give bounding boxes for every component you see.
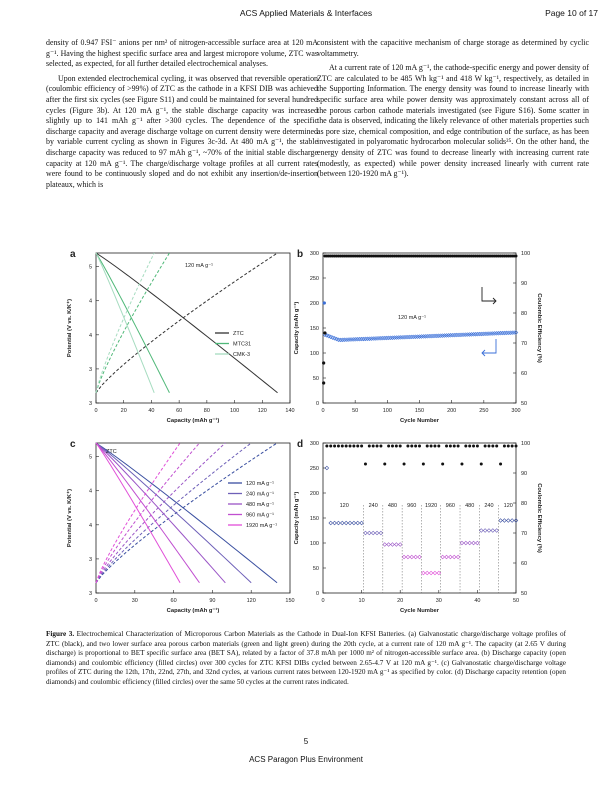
capacity-point xyxy=(402,555,406,559)
y-tick-label: 4 xyxy=(88,488,92,495)
ce-point xyxy=(499,463,502,466)
ce-point xyxy=(364,463,367,466)
page-indicator: Page 10 of 17 xyxy=(545,8,598,18)
ce-point xyxy=(422,463,425,466)
ce-point xyxy=(487,445,490,448)
x-tick-label: 150 xyxy=(414,408,425,414)
early-point xyxy=(322,361,325,364)
y-axis-label: Capacity (mAh g⁻¹) xyxy=(294,491,300,545)
ce-point xyxy=(511,445,514,448)
ce-point xyxy=(391,445,394,448)
ce-point xyxy=(464,445,467,448)
capacity-point xyxy=(499,519,503,523)
segment-rate-label: 960 xyxy=(407,503,417,509)
right-column xyxy=(317,38,589,184)
y2-tick-label: 100 xyxy=(521,441,531,447)
panel-letter: d xyxy=(297,439,304,450)
x-tick-label: 20 xyxy=(397,598,404,604)
x-tick-label: 140 xyxy=(285,408,295,414)
x-tick-label: 120 xyxy=(257,408,267,414)
ce-point xyxy=(480,463,483,466)
capacity-point xyxy=(344,521,348,525)
ce-point xyxy=(352,445,355,448)
capacity-point xyxy=(410,555,414,559)
ce-point xyxy=(515,445,518,448)
ce-point xyxy=(453,445,456,448)
x-tick-label: 120 xyxy=(246,598,256,604)
ce-point xyxy=(476,445,479,448)
capacity-point xyxy=(371,531,375,535)
legend-label: 120 mA g⁻¹ xyxy=(246,481,274,487)
legend-label: 1920 mA g⁻¹ xyxy=(246,523,278,529)
segment-rate-label: 240 xyxy=(368,503,378,509)
capacity-point xyxy=(379,531,383,535)
y-tick-label: 200 xyxy=(309,491,319,497)
x-axis-label: Capacity (mAh g⁻¹) xyxy=(166,608,220,614)
y2-tick-label: 50 xyxy=(521,401,528,407)
capacity-point xyxy=(483,529,487,533)
segment-rate-label: 960 xyxy=(445,503,455,509)
y2-tick-label: 70 xyxy=(521,341,528,347)
ce-point xyxy=(468,445,471,448)
capacity-point xyxy=(510,519,514,523)
ce-point xyxy=(495,445,498,448)
ce-point xyxy=(341,445,344,448)
y-tick-label: 300 xyxy=(309,251,319,257)
discharge-curve xyxy=(96,253,169,393)
annotation: 120 mA g⁻¹ xyxy=(398,315,426,321)
x-tick-label: 0 xyxy=(321,408,325,414)
capacity-point xyxy=(391,543,395,547)
early-point xyxy=(323,331,326,334)
capacity-point xyxy=(387,543,391,547)
ce-point xyxy=(445,445,448,448)
x-tick-label: 0 xyxy=(321,598,325,604)
capacity-point xyxy=(360,521,364,525)
paragraph: Upon extended electrochemical cycling, it was observed that reversible operation (coulombic efficiency of >99%) of ZTC as the cathode in a KFSI DIB was achieved after the first six cycles (see Figure S11) and could be maintained for several hundred cycles (Figure 3b). At 120 mA g⁻¹, the stable discharge capacity was increased slightly up to 141 mAh g⁻¹ after >300 cycles. The dependence of the specific discharge capacity and average discharge voltage on current density were determined by variable current cycling as shown in Figures 3c-3d. At 480 mA g⁻¹, the stable discharge capacity was reduced to 97 mAh g⁻¹, ~70% of the initial stable discharge capacity at 120 mA g⁻¹. The charge/discharge voltage profiles at all current rates were found to be continuously sloped and do not exhibit any insertion/de-insertion plateaux, which is xyxy=(46,73,318,189)
discharge-curve xyxy=(96,443,199,583)
discharge-curve xyxy=(96,443,251,583)
early-point xyxy=(322,381,325,384)
discharge-curve xyxy=(96,443,180,583)
ce-point xyxy=(399,445,402,448)
y2-tick-label: 70 xyxy=(521,531,528,537)
capacity-point xyxy=(503,519,507,523)
ce-point xyxy=(356,445,359,448)
ce-point xyxy=(368,445,371,448)
ce-axis-arrow xyxy=(482,287,496,304)
plot-frame xyxy=(96,253,290,403)
capacity-point xyxy=(356,521,360,525)
ce-point xyxy=(418,445,421,448)
x-axis-label: Cycle Number xyxy=(400,608,439,614)
segment-rate-label: 1920 xyxy=(424,503,438,509)
capacity-point xyxy=(433,571,437,575)
panel-letter: c xyxy=(70,439,76,450)
y-tick-label: 4 xyxy=(88,522,92,529)
caption-text: Electrochemical Characterization of Microporous Carbon Materials as the Cathode in Dual-Ion KFSI Batteries. (a) Galvanostatic charge/discharge voltage profiles of ZTC (black), and two lower surface area porous carbon materials (green and light green) during the 20th cycle, at a current rate of 120 mA g⁻¹. The capacity (at 2.65 V during discharge) is proportional to BET specific surface area (BET SA), related by a factor of 37.8 mAh per 1000 m² of nitrogen-accessible surface area. (b) Discharge capacity (open diamonds) and coulombic efficiency (filled circles) over 300 cycles for ZTC KFSI DIBs cycled between 2.65-4.7 V at 120 mA g⁻¹. (c) Galvanostatic charge/discharge voltage profiles of ZTC during the 12th, 17th, 22nd, 27th, and 32nd cycles, at various current rates between 120-1920 mA g⁻¹ as specified by color. (d) Discharge capacity retention (open diamonds) and coulombic efficiency (filled circles) over the same 50 cycles at the current rates indicated. xyxy=(46,630,566,686)
ce-point xyxy=(406,445,409,448)
y2-tick-label: 90 xyxy=(521,471,528,477)
publisher-footer: ACS Paragon Plus Environment xyxy=(249,755,363,764)
ce-point xyxy=(503,445,506,448)
ce-point xyxy=(437,445,440,448)
ce-point xyxy=(387,445,390,448)
legend-label: 960 mA g⁻¹ xyxy=(246,512,274,519)
segment-rate-label: 480 xyxy=(387,503,398,509)
ce-point xyxy=(349,445,352,448)
ce-point xyxy=(472,445,475,448)
y-axis-label: Potential (V vs. K/K⁺) xyxy=(67,298,73,358)
ce-point xyxy=(507,445,510,448)
ce-point xyxy=(426,445,429,448)
capacity-point xyxy=(468,541,472,545)
x-tick-label: 50 xyxy=(512,598,520,604)
x-tick-label: 40 xyxy=(474,598,481,604)
capacity-point xyxy=(495,529,499,533)
panel-letter: a xyxy=(70,249,76,260)
x-tick-label: 40 xyxy=(148,408,155,414)
panel-letter: b xyxy=(297,249,304,260)
ce-point xyxy=(430,445,433,448)
legend-label: CMK-3 xyxy=(233,352,251,358)
y-axis-label: Potential (V vs. K/K⁺) xyxy=(67,488,73,548)
x-tick-label: 50 xyxy=(352,408,359,414)
capacity-point xyxy=(456,555,460,559)
capacity-point xyxy=(375,531,379,535)
segment-rate-label: 120 xyxy=(503,503,513,509)
ce-point xyxy=(491,445,494,448)
x-tick-label: 10 xyxy=(358,598,365,604)
capacity-point xyxy=(445,555,449,559)
capacity-point xyxy=(460,541,464,545)
ce-point xyxy=(433,445,436,448)
ce-point xyxy=(379,445,382,448)
y2-tick-label: 60 xyxy=(521,371,528,377)
y-tick-label: 0 xyxy=(315,401,319,407)
plot-frame xyxy=(323,253,516,403)
y2-tick-label: 90 xyxy=(521,281,528,287)
y-tick-label: 300 xyxy=(309,441,319,447)
y2-axis-label: Coulombic Efficiency (%) xyxy=(536,483,542,553)
y2-axis-label: Coulombic Efficiency (%) xyxy=(536,293,542,363)
ce-point xyxy=(460,463,463,466)
capacity-point xyxy=(352,521,356,525)
y2-tick-label: 100 xyxy=(521,251,531,257)
legend-label: MTC31 xyxy=(233,341,252,348)
ce-point xyxy=(449,445,452,448)
ce-point xyxy=(337,445,340,448)
y-tick-label: 4 xyxy=(88,332,92,339)
y-tick-label: 50 xyxy=(312,376,319,382)
segment-rate-label: 240 xyxy=(484,503,494,509)
capacity-point xyxy=(398,543,402,547)
capacity-point xyxy=(383,543,387,547)
segment-rate-label: 480 xyxy=(465,503,475,509)
ce-point xyxy=(414,445,417,448)
y2-tick-label: 80 xyxy=(521,501,528,507)
capacity-axis-arrow xyxy=(482,339,496,356)
ce-point xyxy=(376,445,379,448)
capacity-point xyxy=(452,555,456,559)
y-tick-label: 50 xyxy=(312,566,319,572)
x-tick-label: 0 xyxy=(94,408,98,414)
y2-tick-label: 80 xyxy=(521,311,528,317)
segment-rate-label: 120 xyxy=(339,503,349,509)
paragraph: density of 0.947 FSI⁻ anions per nm² of nitrogen-accessible surface area at 120 mA g⁻¹. Having the highest specific surface area and largest micropore volume, ZTC was selected, as expected, for all further detailed electrochemical analyses. xyxy=(46,38,318,69)
capacity-point xyxy=(506,519,510,523)
ce-point xyxy=(333,445,336,448)
discharge-curve xyxy=(96,443,225,583)
x-tick-label: 20 xyxy=(120,408,127,414)
paragraph: At a current rate of 120 mA g⁻¹, the cathode-specific energy and power density of ZTC are calculated to be 485 Wh kg⁻¹ and 418 W kg⁻¹, respectively, as detailed in the Supporting Information. The energy density was found to increase linearly with specific surface area while power density was approximately constant across all of the porous carbon cathode materials investigated (see Figure S16). Some scatter in the data is observed, indicating the likely relevance of other materials properties such as pore size, chemical composition, and edge contribution of the surface, as has been investigated in polyaromatic hydrocarbon molecular solids²⁵. On the other hand, the energy density of ZTC was found to decrease linearly with increasing current rate (modestly, as expected) while power density increased linearly with current rate (between 120-1920 mA g⁻¹). xyxy=(317,63,589,179)
x-tick-label: 30 xyxy=(131,598,138,604)
y-tick-label: 4 xyxy=(88,298,92,305)
y-tick-label: 150 xyxy=(309,516,319,522)
capacity-point xyxy=(418,555,422,559)
annotation: 120 mA g⁻¹ xyxy=(185,263,213,269)
legend-label: ZTC xyxy=(233,331,244,337)
charge-curve xyxy=(96,443,251,583)
x-axis-label: Capacity (mAh g⁻¹) xyxy=(166,418,220,424)
x-tick-label: 300 xyxy=(511,408,521,414)
y2-tick-label: 60 xyxy=(521,561,528,567)
early-point xyxy=(323,301,326,304)
ce-point xyxy=(329,445,332,448)
capacity-point xyxy=(333,521,337,525)
capacity-point xyxy=(449,555,453,559)
ce-point xyxy=(410,445,413,448)
capacity-point xyxy=(437,571,441,575)
ce-point xyxy=(441,463,444,466)
page-number: 5 xyxy=(303,737,309,746)
capacity-point xyxy=(464,541,468,545)
y-tick-label: 250 xyxy=(309,276,319,282)
caption-label: Figure 3. xyxy=(46,630,75,638)
ce-point xyxy=(325,445,328,448)
plot-frame xyxy=(323,443,516,593)
y-tick-label: 250 xyxy=(309,466,319,472)
x-tick-label: 30 xyxy=(435,598,442,604)
capacity-point xyxy=(329,521,333,525)
paragraph: consistent with the capacitive mechanism of charge storage as determined by cyclic voltammetry. xyxy=(317,38,589,58)
y-tick-label: 3 xyxy=(88,401,92,407)
capacity-point xyxy=(441,555,445,559)
x-tick-label: 150 xyxy=(285,598,295,604)
x-tick-label: 90 xyxy=(209,598,216,604)
ce-point xyxy=(403,463,406,466)
capacity-point xyxy=(368,531,372,535)
legend-label: 480 mA g⁻¹ xyxy=(246,502,274,508)
x-tick-label: 60 xyxy=(170,598,177,604)
capacity-point xyxy=(429,571,433,575)
y-axis-label: Capacity (mAh g⁻¹) xyxy=(294,301,300,355)
y-tick-label: 3 xyxy=(88,591,92,597)
annotation: ZTC xyxy=(106,449,117,455)
charge-curve xyxy=(96,253,278,393)
x-tick-label: 60 xyxy=(176,408,183,414)
x-tick-label: 80 xyxy=(203,408,210,414)
figure-3 xyxy=(0,245,612,625)
charge-curve xyxy=(96,443,225,583)
y-tick-label: 5 xyxy=(88,454,92,461)
capacity-point xyxy=(476,541,480,545)
ce-point xyxy=(360,445,363,448)
capacity-point xyxy=(337,521,341,525)
capacity-point xyxy=(341,521,345,525)
capacity-point xyxy=(487,529,491,533)
capacity-point xyxy=(364,531,368,535)
x-tick-label: 100 xyxy=(382,408,392,414)
capacity-point xyxy=(425,571,429,575)
ce-point xyxy=(484,445,487,448)
y-tick-label: 200 xyxy=(309,301,319,307)
capacity-point xyxy=(414,555,418,559)
y-tick-label: 0 xyxy=(315,591,319,597)
capacity-point xyxy=(406,555,410,559)
capacity-point xyxy=(422,571,426,575)
ce-point xyxy=(515,255,518,258)
y2-tick-label: 50 xyxy=(521,591,528,597)
x-tick-label: 0 xyxy=(94,598,98,604)
ce-point xyxy=(345,445,348,448)
ce-point xyxy=(457,445,460,448)
x-axis-label: Cycle Number xyxy=(400,418,439,424)
journal-header: ACS Applied Materials & Interfaces xyxy=(239,8,373,18)
y-tick-label: 100 xyxy=(309,351,319,357)
ce-point xyxy=(383,463,386,466)
left-column xyxy=(46,38,318,194)
capacity-point xyxy=(395,543,399,547)
charge-curve xyxy=(96,443,199,583)
y-tick-label: 100 xyxy=(309,541,319,547)
ce-point xyxy=(395,445,398,448)
capacity-point xyxy=(479,529,483,533)
capacity-point xyxy=(472,541,476,545)
capacity-point xyxy=(491,529,495,533)
legend-label: 240 mA g⁻¹ xyxy=(246,491,274,498)
figure-caption xyxy=(46,630,566,688)
discharge-curve xyxy=(96,253,278,393)
capacity-point xyxy=(348,521,352,525)
ce-point xyxy=(372,445,375,448)
y-tick-label: 3 xyxy=(88,366,92,373)
x-tick-label: 250 xyxy=(479,408,489,414)
y-tick-label: 5 xyxy=(88,264,92,271)
y-tick-label: 150 xyxy=(309,326,319,332)
x-tick-label: 200 xyxy=(447,408,457,414)
x-tick-label: 100 xyxy=(229,408,240,414)
y-tick-label: 3 xyxy=(88,556,92,563)
